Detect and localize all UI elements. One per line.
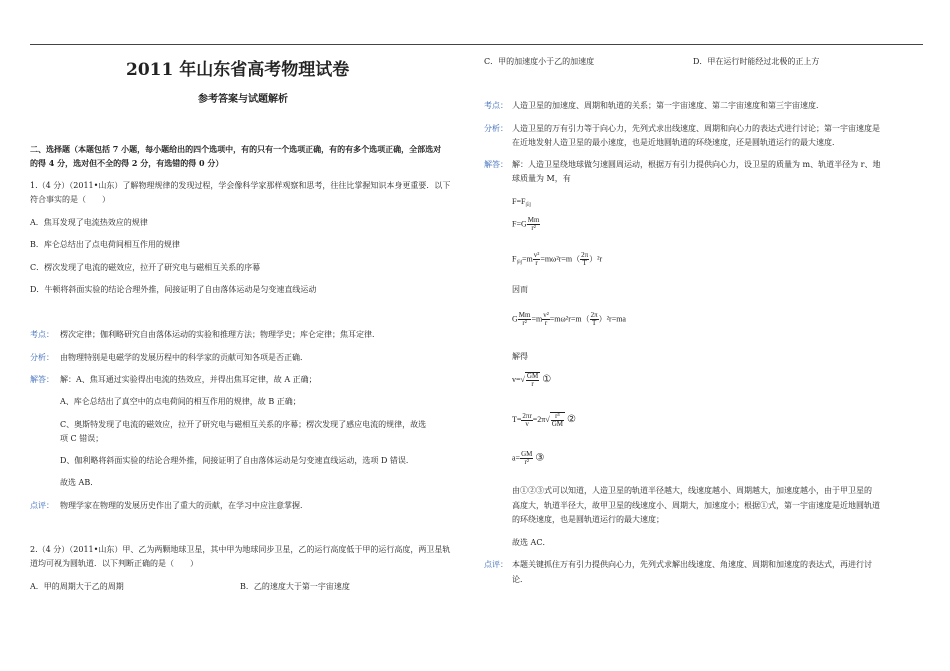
conclusion-line2: 高度大，轨道半径大，故甲卫星的线速度小、周期大，加速度小；根据①式，第一宇宙速度是近地圆轨道 — [512, 501, 880, 510]
q2-stem-line2: 道均可视为圆轨道．以下判断正确的是（ ） — [30, 559, 198, 568]
q1-jieda-c-line2: 项 C 错误； — [60, 434, 104, 443]
fraction-v2-r: $\frac{\text{v²}}{r}$ — [533, 251, 540, 267]
q2-kaodian: 人造卫星的加速度、周期和轨道的关系；第一宇宙速度、第二宇宙速度和第三宇宙速度． — [512, 101, 824, 110]
equation-7: a= $\frac{GM}{\text{r²}}$ ③ — [512, 450, 545, 466]
q1-kaodian: 楞次定律；伽利略研究自由落体运动的实验和推理方法；物理学史；库仑定律；焦耳定律． — [60, 330, 380, 339]
equation-3: $F_向=m$ $\frac{\text{v²}}{r}$ =mω²r=m（ $\frac{2\pi}{T}$ ）²r — [512, 251, 603, 267]
q2-stem-line1: 2.（4 分）（2011•山东）甲、乙为两颗地球卫星，其中甲为地球同步卫星，乙的运行高度低于甲的运行高度，两卫星轨 — [30, 545, 451, 554]
q1-dianping-label: 点评： — [30, 501, 54, 510]
jiede-text: 解得 — [512, 352, 528, 361]
header-rule — [30, 44, 923, 45]
equation-mark-3: ③ — [535, 452, 545, 464]
q2-fenxi-line1: 人造卫星的万有引力等于向心力，先列式求出线速度、周期和向心力的表达式进行讨论；第一宇宙速度是 — [512, 124, 880, 133]
fraction-GM-r: $\frac{GM}{r}$ — [526, 372, 539, 388]
q2-option-a: A．甲的周期大于乙的周期 — [30, 582, 124, 591]
q1-jieda-label: 解答： — [30, 375, 54, 384]
q1-option-a: A．焦耳发现了电流热效应的规律 — [30, 218, 148, 227]
fraction-v2-r: $\frac{\text{v²}}{r}$ — [543, 311, 549, 327]
fraction-r3-GM: $\frac{\text{r³}}{GM}$ — [551, 412, 564, 428]
q2-dianping-label: 点评： — [484, 560, 508, 569]
fraction-mm-r2: $\frac{Mm}{\text{r²}}$ — [527, 216, 540, 232]
q1-kaodian-label: 考点： — [30, 330, 54, 339]
q1-fenxi-label: 分析： — [30, 353, 54, 362]
q1-jieda-end: 故选 AB． — [60, 478, 99, 487]
section-heading-line2: 的得 4 分，选对但不全的得 2 分，有选错的得 0 分） — [30, 158, 224, 168]
fraction-2pir-v: $\frac{2\pi r}{v}$ — [522, 411, 532, 428]
q2-fenxi-label: 分析： — [484, 124, 508, 133]
q1-option-d: D．牛顿将斜面实验的结论合理外推，间接证明了自由落体运动是匀变速直线运动 — [30, 285, 317, 294]
equation-1: $F=F_向$ — [512, 197, 531, 209]
conclusion-line1: 由①②③式可以知道，人造卫星的轨道半径越大，线速度越小、周期越大，加速度越小，由于甲卫星的 — [512, 486, 872, 495]
conclusion-line3: 的环绕速度，也是圆轨道运行的最大速度； — [512, 515, 664, 524]
q2-answer: 故选 AC． — [512, 538, 551, 547]
q1-option-b: B．库仑总结出了点电荷间相互作用的规律 — [30, 240, 180, 249]
q1-jieda-b: A、库仑总结出了真空中的点电荷间的相互作用的规律，故 B 正确； — [60, 397, 301, 406]
equation-mark-1: ① — [542, 373, 552, 385]
q1-stem-line1: 1.（4 分）（2011•山东）了解物理规律的发现过程，学会像科学家那样观察和思考，往往比掌握知识本身更重要．以下 — [30, 181, 451, 190]
q1-dianping: 物理学家在物理的发展历史作出了重大的贡献，在学习中应注意掌握． — [60, 501, 308, 510]
fraction-GM-r2: $\frac{GM}{\text{r²}}$ — [521, 450, 533, 466]
equation-6: T= $\frac{2\pi r}{v}$ =2π√ $\frac{\text{r³}}{GM}$ ② — [512, 411, 576, 428]
section-heading-line1: 二、选择题（本题包括 7 小题，每小题给出的四个选项中，有的只有一个选项正确，有的有多个选项正确，全部选对 — [30, 144, 442, 154]
q2-kaodian-label: 考点： — [484, 101, 508, 110]
q2-dianping-line1: 本题关键抓住万有引力提供向心力，先列式求解出线速度、角速度、周期和加速度的表达式，再进行讨 — [512, 560, 872, 569]
page-subtitle: 参考答案与试题解析 — [198, 94, 288, 105]
fraction-mm-r2: $\frac{Mm}{\text{r²}}$ — [518, 311, 531, 327]
q2-jieda-line1: 解：人造卫星绕地球做匀速圆周运动，根据万有引力提供向心力，设卫星的质量为 m、轨道半径为 r、地 — [512, 160, 881, 169]
yinci-text: 因而 — [512, 285, 528, 294]
q2-jieda-label: 解答： — [484, 160, 508, 169]
page-title: 2011 年山东省高考物理试卷 — [126, 60, 350, 80]
q2-dianping-line2: 论． — [512, 575, 528, 584]
fraction-2pi-T: $\frac{2\pi}{T}$ — [581, 251, 589, 267]
q2-option-b: B．乙的速度大于第一宇宙速度 — [240, 582, 350, 591]
q1-jieda-a: 解：A、焦耳通过实验得出电流的热效应，并得出焦耳定律，故 A 正确； — [60, 375, 317, 384]
q2-jieda-line2: 球质量为 M，有 — [512, 174, 571, 183]
q1-jieda-c-line1: C、奥斯特发现了电流的磁效应，拉开了研究电与磁相互关系的序幕；楞次发现了感应电流的规律，故选 — [60, 420, 427, 429]
equation-5: v=√ $\frac{GM}{r}$ ① — [512, 372, 552, 388]
equation-4: G $\frac{Mm}{\text{r²}}$ =m $\frac{\text{v²}}{r}$ =mω²r=m（ $\frac{2\pi}{T}$ ）²r=ma — [512, 311, 626, 327]
equation-2: F=G $\frac{Mm}{\text{r²}}$ — [512, 216, 540, 232]
q1-option-c: C．楞次发现了电流的磁效应，拉开了研究电与磁相互关系的序幕 — [30, 263, 261, 272]
q2-fenxi-line2: 在近地发射人造卫星的最小速度，也是近地圆轨道的环绕速度，还是圆轨道运行的最大速度． — [512, 138, 840, 147]
q2-option-d: D．甲在运行时能经过北极的正上方 — [693, 57, 820, 66]
q1-jieda-d: D、伽利略将斜面实验的结论合理外推，间接证明了自由落体运动是匀变速直线运动，选项 D 错误． — [60, 456, 414, 465]
q1-stem-line2: 符合事实的是（ ） — [30, 195, 110, 204]
q1-fenxi: 由物理特别是电磁学的发展历程中的科学家的贡献可知各项是否正确． — [60, 353, 308, 362]
q2-option-c: C．甲的加速度小于乙的加速度 — [484, 57, 595, 66]
equation-mark-2: ② — [567, 413, 576, 425]
fraction-2pi-T: $\frac{2\pi}{T}$ — [590, 311, 598, 327]
